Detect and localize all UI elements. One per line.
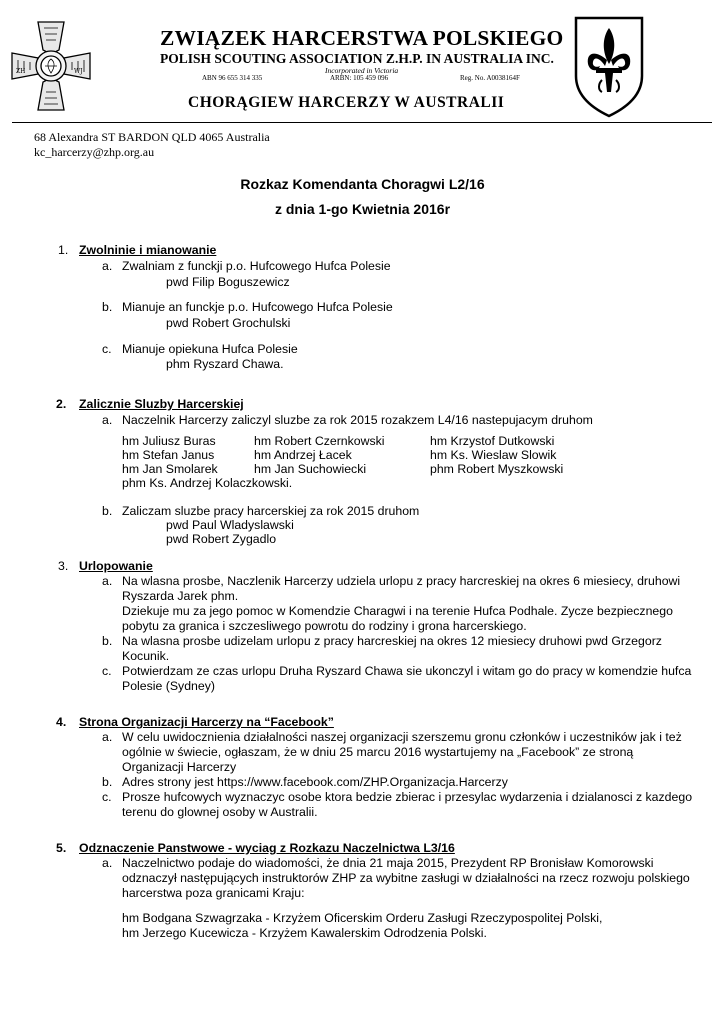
item-text-line: Na wlasna prosbe, Naczlenik Harcerzy udziela urlopu z pracy harcreskiej na okres 6 miesiecy, druhowi — [122, 574, 681, 588]
region-name: CHORĄGIEW HARCERZY W AUSTRALII — [188, 94, 505, 111]
item-text-line: Naczelnictwo podaje do wiadomości, że dnia 21 maja 2015, Prezydent RP Bronisław Komorowski — [122, 856, 654, 870]
section-title: Strona Organizacji Harcerzy na “Facebook” — [79, 715, 334, 729]
person-name: pwd Robert Zygadlo — [166, 532, 277, 546]
item-text-line: odznaczył następujących instruktorów ZHP za wybitne zasługi w działalności na rzecz rozwoju polskiego — [122, 871, 690, 885]
item-text-line: Kocunik. — [122, 649, 170, 663]
item-letter: b. — [102, 504, 113, 518]
item-text: Naczelnik Harcerzy zaliczyl sluzbe za rok 2015 rozakzem L4/16 nastepujacym druhom — [122, 413, 593, 427]
person-name: hm Ks. Wieslaw Slowik — [430, 448, 557, 462]
item-text-line: pobytu za granica i szczesliwego powrotu do rodziny i grona harcerskiego. — [122, 619, 527, 633]
incorporation-note: Incorporated in Victoria — [325, 66, 399, 75]
person-name: hm Stefan Janus — [122, 448, 215, 462]
section-title: Zwolninie i mianowanie — [79, 243, 217, 257]
item-text-line: Potwierdzam ze czas urlopu Druha Ryszard Chawa sie ukonczyl i witam go do pracy w komendzie hufca — [122, 664, 692, 678]
org-name-english: POLISH SCOUTING ASSOCIATION Z.H.P. IN AUSTRALIA INC. — [160, 51, 554, 66]
person-name: pwd Filip Boguszewicz — [166, 275, 290, 289]
person-name: phm Ryszard Chawa. — [166, 357, 284, 371]
person-name: hm Andrzej Łacek — [254, 448, 352, 462]
fleur-de-lis-shield-logo — [572, 14, 646, 118]
item-letter: c. — [102, 664, 112, 678]
org-name: ZWIĄZEK HARCERSTWA POLSKIEGO — [160, 26, 564, 50]
item-letter: b. — [102, 775, 113, 789]
postal-address: 68 Alexandra ST BARDON QLD 4065 Australia — [34, 130, 270, 144]
item-text: Mianuje opiekuna Hufca Polesie — [122, 342, 298, 356]
section-number: 4. — [56, 715, 67, 729]
item-letter: c. — [102, 342, 112, 356]
order-title: Rozkaz Komendanta Choragwi L2/16 — [240, 176, 485, 192]
svg-text:ZH: ZH — [16, 68, 26, 75]
section-title: Urlopowanie — [79, 559, 153, 573]
person-name: hm Krzystof Dutkowski — [430, 434, 555, 448]
person-name: hm Jan Smolarek — [122, 462, 218, 476]
item-letter: b. — [102, 300, 113, 314]
facebook-url-text: Adres strony jest https://www.facebook.com/ZHP.Organizacja.Harcerzy — [122, 775, 508, 789]
honor-line: hm Jerzego Kucewicza - Krzyżem Kawalerskim Odrodzenia Polski. — [122, 926, 487, 940]
arbn-number: ARBN: 105 459 096 — [330, 74, 389, 82]
item-letter: c. — [102, 790, 112, 804]
item-text: Zaliczam sluzbe pracy harcerskiej za rok 2015 druhom — [122, 504, 420, 518]
item-letter: a. — [102, 413, 113, 427]
item-letter: a. — [102, 259, 113, 273]
person-name: pwd Paul Wladyslawski — [166, 518, 294, 532]
email-address: kc_harcerzy@zhp.org.au — [34, 145, 155, 159]
header-divider — [12, 122, 712, 123]
honor-line: hm Bodgana Szwagrzaka - Krzyżem Oficerskim Orderu Zasługi Rzeczypospolitej Polski, — [122, 911, 603, 925]
section-title: Zalicznie Sluzby Harcerskiej — [79, 397, 244, 411]
person-name: phm Robert Myszkowski — [430, 462, 564, 476]
person-name: hm Robert Czernkowski — [254, 434, 385, 448]
item-text-line: W celu uwidocznienia działalności naszej organizacji szerszemu gronu członków i uczestników jak i też — [122, 730, 682, 744]
order-date: z dnia 1-go Kwietnia 2016r — [274, 201, 451, 217]
scout-cross-logo — [10, 20, 92, 112]
item-text: Mianuje an funckje p.o. Hufcowego Hufca Polesie — [122, 300, 393, 314]
item-letter: b. — [102, 634, 113, 648]
abn-number: ABN 96 655 314 335 — [202, 74, 263, 82]
item-text-line: Ryszarda Jarek phm. — [122, 589, 239, 603]
section-number: 3. — [58, 559, 69, 573]
registration-number: Reg. No. A0038164F — [460, 74, 520, 82]
person-name: phm Ks. Andrzej Kolaczkowski. — [122, 476, 293, 490]
item-text-line: terenu do glownej osoby w Australii. — [122, 805, 318, 819]
item-text-line: Prosze hufcowych wyznaczyc osobe ktora bedzie zbierac i przesylac wydarzenia i dzialanosci z kazdego — [122, 790, 693, 804]
item-text-line: Organizacji Harcerzy — [122, 760, 237, 774]
person-name: pwd Robert Grochulski — [166, 316, 291, 330]
item-letter: a. — [102, 574, 113, 588]
item-text-line: Na wlasna prosbe udizelam urlopu z pracy harcreskiej na okres 12 miesiecy druhowi pwd Grzegorz — [122, 634, 662, 648]
item-letter: a. — [102, 730, 113, 744]
item-text: Zwalniam z funckji p.o. Hufcowego Hufca Polesie — [122, 259, 391, 273]
section-number: 2. — [56, 397, 67, 411]
svg-text:WJ: WJ — [74, 68, 83, 75]
person-name: hm Jan Suchowiecki — [254, 462, 367, 476]
item-text-line: Polesie (Sydney) — [122, 679, 215, 693]
section-number: 5. — [56, 841, 67, 855]
section-number: 1. — [58, 243, 69, 257]
person-name: hm Juliusz Buras — [122, 434, 216, 448]
item-letter: a. — [102, 856, 113, 870]
item-text-line: ogólnie w świecie, ogłaszam, że w dniu 25 marcu 2016 wystartujemy na „Facebook” ze stroną — [122, 745, 634, 759]
item-text-line: harcerstwa poza granicami Kraju: — [122, 886, 305, 900]
item-text-line: Dziekuje mu za jego pomoc w Komendzie Charagwi i na terenie Hufca Podhale. Zycze bezpiecznego — [122, 604, 673, 618]
section-title: Odznaczenie Panstwowe - wyciag z Rozkazu Naczelnictwa L3/16 — [79, 841, 455, 855]
